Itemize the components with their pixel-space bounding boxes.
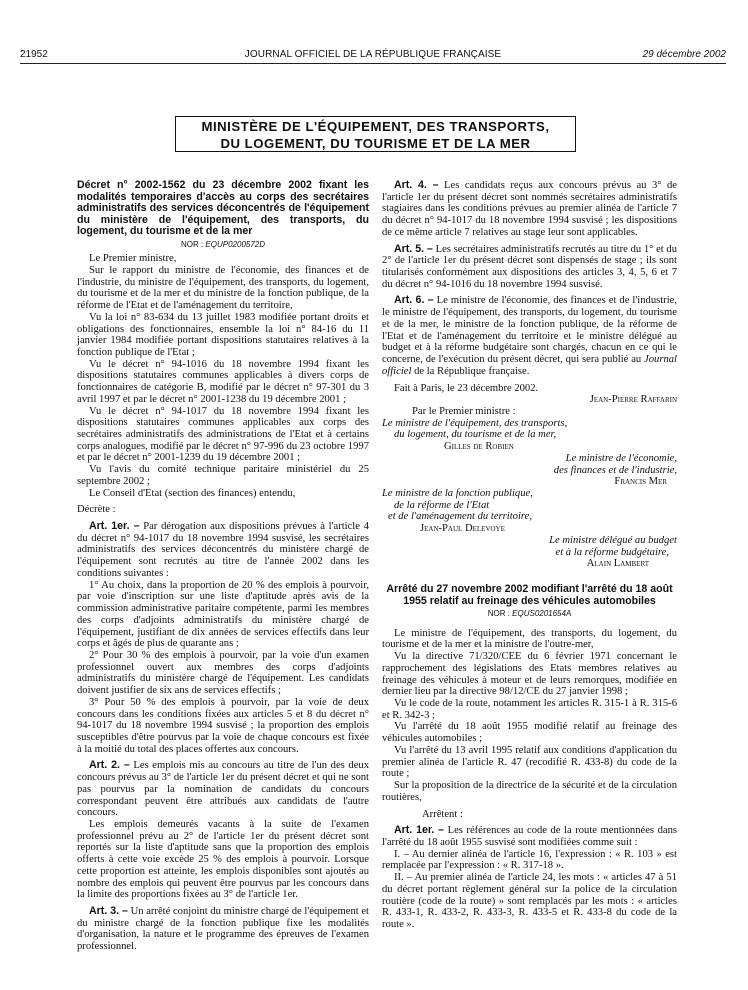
ministry-box [175, 116, 576, 152]
article-1-item-3: 3° Pour 50 % des emplois à pourvoir, par la voie de deux concours dans les conditions fixées aux articles 5 et 8 du décret n° 94-1017 du 18 novembre 1994 susvisé ; la proportion des emplois susceptibles d'être pourvus par la voie de chaque concours est fixée à la moitié du total des places offertes aux concours. [77, 696, 369, 755]
signature-pm: Jean-Pierre Raffarin [589, 394, 677, 406]
left-column [77, 180, 369, 953]
par-premier-ministre: Par le Premier ministre : [412, 405, 516, 417]
decret-intro-5: Vu le décret n° 94-1017 du 18 novembre 1994 fixant les dispositions statutaires communes applicables aux corps des secrétaires administratifs des administrations de l'Etat et à certains corps analogues, modifié par le décret n° 97-996 du 23 octobre 1997 et par le décret n° 2001-1239 du 19 décembre 2001 ; [77, 405, 369, 464]
signature-budget-name: Alain Lambert [586, 558, 649, 570]
arretent-label: Arrêtent : [422, 808, 463, 820]
arrete-para-2: Vu la directive 71/320/CEE du 6 février 1971 concernant le rapprochement des législations des Etats membres relatives au freinage des véhicules à moteur et de leurs remorques, modifiée en dernier lieu par la directive 98/12/CE du 27 janvier 1998 ; [382, 651, 677, 698]
page-number: 21952 [20, 49, 48, 60]
signature-fp-line-1: Le ministre de la fonction publique, [382, 487, 533, 499]
ministry-line-1: MINISTÈRE DE L'ÉQUIPEMENT, DES TRANSPORTS, [201, 119, 550, 134]
arrete-article-1: Art. 1er. – Les références au code de la route mentionnées dans l'arrêté du 18 août 1955 susvisé sont modifiées comme suit : [382, 824, 678, 848]
arrete-title: Arrêté du 27 novembre 2002 modifiant l'arrêté du 18 août 1955 relatif au freinage des véhicules automobiles [386, 583, 673, 607]
signature-fp-line-3: et de l'aménagement du territoire, [388, 511, 532, 523]
decret-title: Décret n° 2002-1562 du 23 décembre 2002 fixant les modalités temporaires d'accès au corps des secrétaires administratifs des services déconcentrés de l'équipement du ministère de l'équipement, des transports, du logement, du tourisme et de la mer [77, 179, 369, 237]
arrete-para-4: Vu l'arrêté du 18 août 1955 modifié relatif au freinage des véhicules automobiles ; [382, 721, 677, 745]
signature-eco-line-1: Le ministre de l'économie, [565, 452, 677, 464]
right-column [382, 180, 677, 931]
signature-fp-name: Jean-Paul Delevoye [420, 523, 505, 535]
decret-intro-1: Le Premier ministre, [89, 253, 177, 265]
decrete-label: Décrète : [77, 504, 116, 516]
signature-eco-name: Francis Mer [614, 476, 667, 488]
article-4: Art. 4. – Les candidats reçus aux concours prévus au 3° de l'article 1er du présent décret sont nommés secrétaires administratifs stagiaires dans les conditions prévues au premier alinéa de l'article 7 du décret n° 94-1017 du 18 novembre 1994 susvisé ; les dispositions de ce même article 7 relatives au stage leur sont applicables. [382, 179, 677, 238]
arrete-para-5: Vu l'arrêté du 13 avril 1995 relatif aux conditions d'application du premier alinéa de l'article R. 47 (recodifié R. 433-8) du code de la route ; [382, 744, 677, 780]
article-3: Art. 3. – Un arrêté conjoint du ministre chargé de l'équipement et du ministre chargé de la fonction publique fixe les modalités d'organisation, la nature et le programme des épreuves de l'examen professionnel. [77, 905, 369, 953]
header-rule [20, 63, 726, 64]
signature-budget-line-2: et à la réforme budgétaire, [555, 546, 669, 558]
arrete-item-1: I. – Au dernier alinéa de l'article 16, l'expression : « R. 103 » est remplacée par l'expression : « R. 317-18 ». [382, 848, 677, 872]
decret-intro-2: Sur le rapport du ministre de l'économie, des finances et de l'industrie, du ministre de l'équipement, des transports, du logement, du tourisme et de la mer et du ministre de la fonction publique, de la réforme de l'Etat et de l'aménagement du territoire, [77, 264, 369, 312]
signature-fp-line-2: de la réforme de l'Etat [394, 499, 490, 511]
signature-equip-line-1: Le ministre de l'équipement, des transports, [382, 417, 568, 429]
decret-nor: NOR : EQUP0200572D [180, 239, 266, 249]
arrete-item-2: II. – Au premier alinéa de l'article 24, les mots : « articles 47 à 51 du décret portant règlement général sur la police de la circulation routière (code de la route) » sont remplacés par les mots : « articles R. 433-1, R. 433-2, R. 433-3, R. 433-5 et R. 433-8 du code de la route ». [382, 872, 677, 930]
fait-a-paris: Fait à Paris, le 23 décembre 2002. [394, 382, 539, 394]
article-2: Art. 2. – Les emplois mis au concours au titre de l'un des deux concours prévus au 3° de l'article 1er du présent décret et qui ne sont pas pourvus par la nomination de candidats du concours correspondant peuvent être attribués aux candidats de l'autre concours. [77, 759, 369, 819]
signature-budget-line-1: Le ministre délégué au budget [549, 534, 677, 546]
decret-intro-6: Vu l'avis du comité technique paritaire ministériel du 25 septembre 2002 ; [77, 464, 369, 487]
article-1-item-1: 1° Au choix, dans la proportion de 20 % des emplois à pourvoir, par voie d'inscription sur une liste d'aptitude après avis de la commission administrative paritaire compétente, parmi les membres des corps d'adjoints administratifs du ministère chargé de l'équipement, justifiant de dix années de services effectifs dans leur corps et âgés de plus de quarante ans ; [77, 579, 369, 650]
journal-title: JOURNAL OFFICIEL DE LA RÉPUBLIQUE FRANÇAISE [244, 49, 502, 60]
arrete-para-6: Sur la proposition de la directrice de la sécurité et de la circulation routières, [382, 780, 677, 803]
decret-intro-7: Le Conseil d'Etat (section des finances) entendu, [89, 487, 296, 499]
signature-equip-name: Gilles de Robien [444, 441, 514, 453]
decret-intro-3: Vu la loi n° 83-634 du 13 juillet 1983 modifiée portant droits et obligations des fonctionnaires, ensemble la loi n° 84-16 du 11 janvier 1984 modifiée portant dispositions statutaires relatives à la fonction publique de l'Etat ; [77, 311, 369, 358]
article-5: Art. 5. – Les secrétaires administratifs recrutés au titre du 1° et du 2° de l'article 1er du présent décret sont dispensés de stage ; ils sont titularisés conformément aux dispositions des articles 3, 4, 5, 6 et 7 du décret n° 94-1016 du 18 novembre 1994 susvisé. [382, 242, 677, 290]
article-6: Art. 6. – Le ministre de l'économie, des finances et de l'industrie, le ministre de l'équipement, des transports, du logement, du tourisme et de la mer, le ministre de la fonction publique, de la réforme de l'Etat et de l'aménagement du territoire et le ministre délégué au budget et à la réforme budgétaire sont chargés, chacun en ce qui le concerne, de l'exécution du présent décret, qui sera publié au Journal officiel de la République française. [382, 294, 677, 377]
signature-equip-line-2: du logement, du tourisme et de la mer, [394, 429, 557, 441]
ministry-line-2: DU LOGEMENT, DU TOURISME ET DE LA MER [220, 136, 531, 151]
page-header [20, 49, 726, 63]
article-1: Art. 1er. – Par dérogation aux dispositions prévues à l'article 4 du décret n° 94-1017 du 18 novembre 1994 susvisé, les secrétaires administratifs des services déconcentrés du ministère chargé de l'équipement sont recrutés au titre de l'année 2002 dans les conditions suivantes : [77, 520, 369, 579]
publication-date: 29 décembre 2002 [642, 49, 726, 60]
arrete-para-3: Vu le code de la route, notamment les articles R. 315-1 à R. 315-6 et R. 342-3 ; [382, 698, 677, 721]
article-1-item-2: 2° Pour 30 % des emplois à pourvoir, par la voie d'un examen professionnel ouvert aux membres des corps d'adjoints administratifs du ministère chargé de l'équipement. Les candidats doivent justifier de six ans de services effectifs ; [77, 649, 369, 697]
signature-eco-line-2: des finances et de l'industrie, [553, 464, 677, 476]
decret-intro-4: Vu le décret n° 94-1016 du 18 novembre 1994 fixant les dispositions statutaires communes applicables à divers corps de fonctionnaires de catégorie B, modifié par le décret n° 97-301 du 3 avril 1997 et par le décret n° 2001-1238 du 19 décembre 2001 ; [77, 358, 369, 405]
arrete-para-1: Le ministre de l'équipement, des transports, du logement, du tourisme et de la mer et la ministre de l'outre-mer, [382, 627, 677, 651]
arrete-nor: NOR : EQUS0201654A [487, 609, 572, 618]
article-2-para-2: Les emplois demeurés vacants à la suite de l'examen professionnel prévu au 2° de l'article 1er du présent décret sont reportés sur la liste d'aptitude sans que la proportion des emplois offerts à cette voie excède 25 % des emplois à pourvoir. Lorsque cette proportion est atteinte, les emplois disponibles sont ajoutés au nombre des emplois qui peuvent être pourvus par les concours dans la limite des proportions fixées au 3° de l'article 1er. [77, 819, 369, 901]
